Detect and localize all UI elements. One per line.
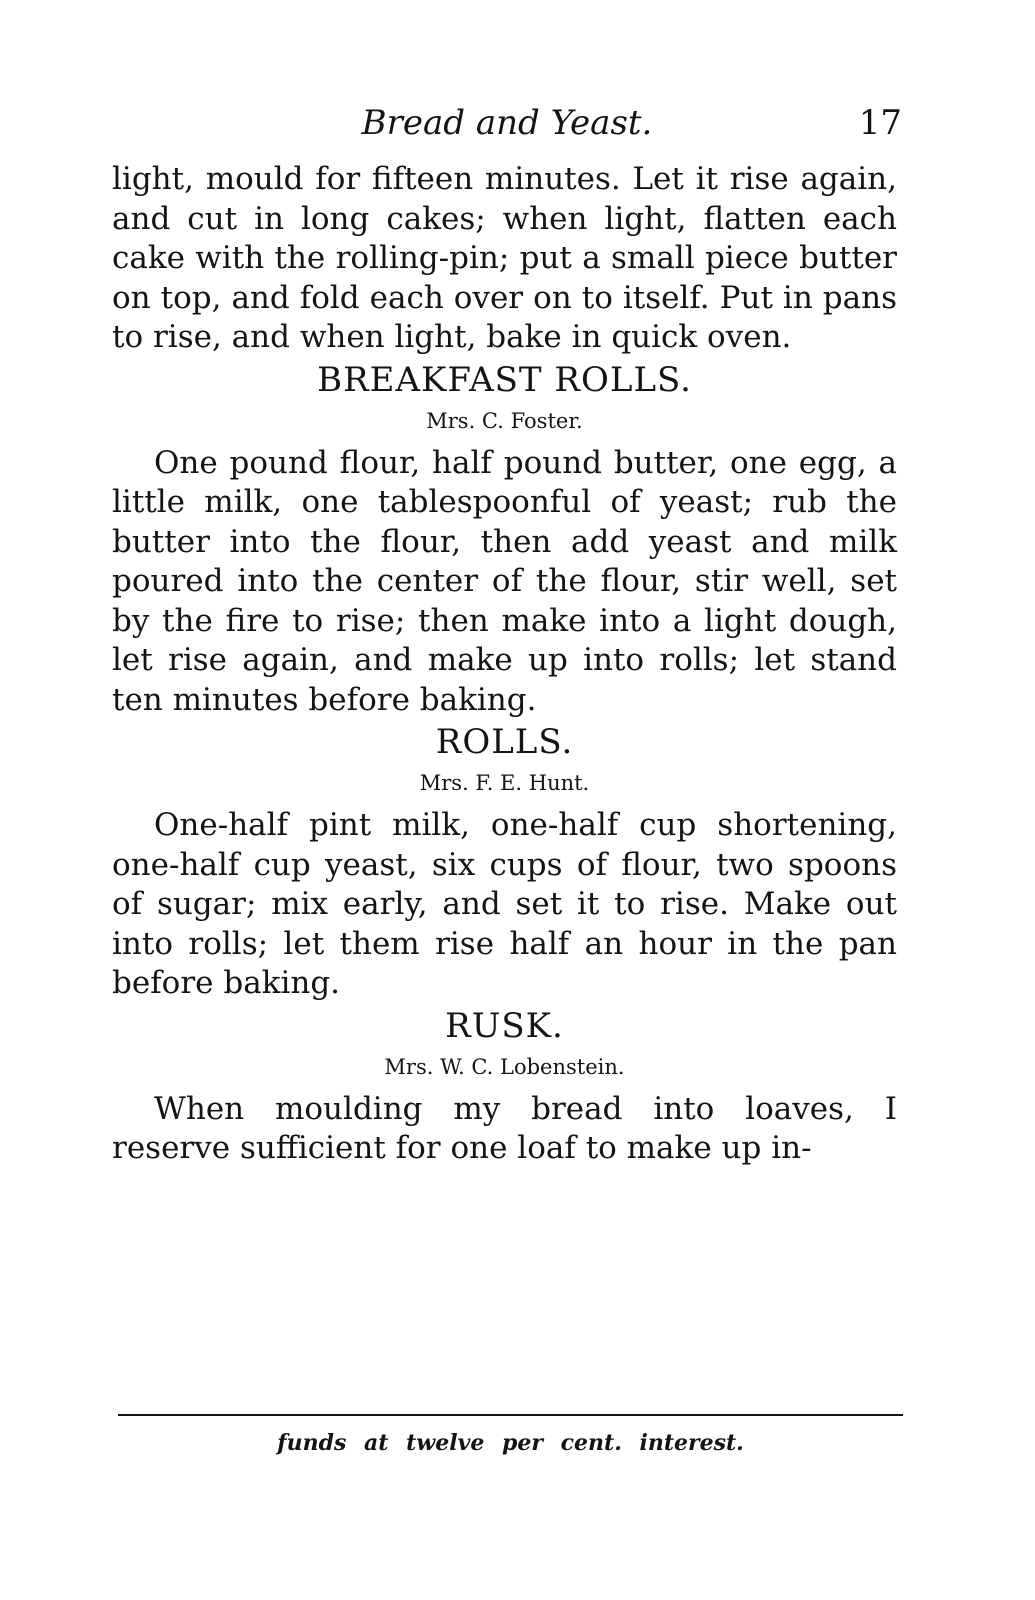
recipe-contributor-breakfast-rolls: Mrs. C. Foster.: [426, 408, 583, 433]
continuation-paragraph: light, mould for fifteen minutes. Let it rise again, and cut in long cakes; when light, flatten each cake with the rolling-pin; put a small piece butter on top, and fold each over on to itself. Put in pans to rise, and when light, bake in quick oven.: [112, 161, 897, 355]
page-number: 17: [858, 103, 902, 143]
recipe-title-rusk: RUSK.: [445, 1005, 564, 1046]
recipe-text-breakfast-rolls: One pound flour, half pound butter, one egg, a little milk, one tablespoonful of yeast; rub the butter into the flour, then add yeast and milk poured into the center of the flour, stir well, set by the fire to rise; then make into a light dough, let rise again, and make up into rolls; let stand ten minutes before baking.: [112, 444, 897, 718]
running-head: [112, 100, 902, 146]
recipe-contributor-rolls: Mrs. F. E. Hunt.: [419, 771, 590, 795]
running-title: Bread and Yeast.: [361, 103, 653, 143]
recipe-text-rolls: One-half pint milk, one-half cup shortening, one-half cup yeast, six cups of flour, two spoons of sugar; mix early, and set it to rise. Make out into rolls; let them rise half an hour in the pan before baking.: [112, 807, 897, 1001]
recipe-contributor-rusk: Mrs. W. C. Lobenstein.: [384, 1054, 625, 1079]
recipe-text-rusk: When moulding my bread into loaves, I reserve sufficient for one loaf to make up in-: [112, 1090, 897, 1166]
recipe-title-breakfast-rolls: BREAKFAST ROLLS.: [317, 359, 692, 400]
footer-rule: [118, 1414, 903, 1416]
body-text: [112, 160, 897, 1169]
footer-note: funds at twelve per cent. interest.: [277, 1430, 744, 1456]
recipe-title-rolls: ROLLS.: [435, 722, 574, 762]
